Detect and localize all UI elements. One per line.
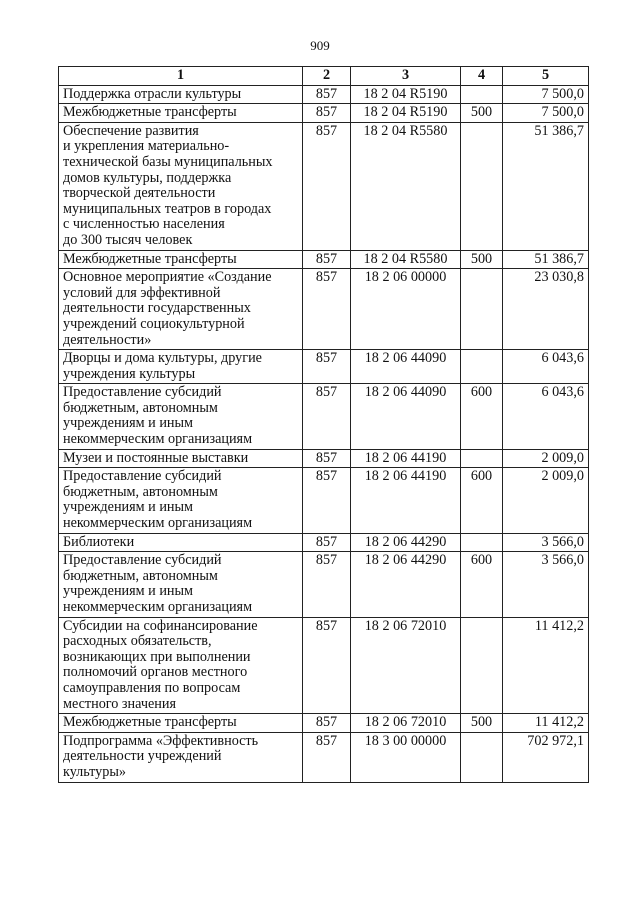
table-row [59,552,589,617]
row-name-cell: Предоставление субсидий бюджетным, автономным учреждениям и иным некоммерческим организациям [59,552,303,617]
ministry-code-cell: 857 [303,617,351,714]
table-body [59,85,589,782]
expense-type-cell [461,533,503,552]
ministry-code-cell: 857 [303,269,351,350]
table-row [59,122,589,250]
row-name-cell: Субсидии на софинансирование расходных обязательств, возникающих при выполнении полномочий органов местного самоуправления по вопросам местного значения [59,617,303,714]
expense-type-cell: 500 [461,714,503,733]
table-row [59,449,589,468]
amount-cell: 2 009,0 [503,449,589,468]
table-row [59,350,589,384]
column-header-2: 2 [303,67,351,86]
expense-type-cell: 600 [461,384,503,449]
program-code-cell: 18 2 06 44090 [351,384,461,449]
table-row [59,250,589,269]
table-row [59,269,589,350]
program-code-cell: 18 2 04 R5580 [351,122,461,250]
amount-cell: 51 386,7 [503,250,589,269]
program-code-cell: 18 2 06 72010 [351,617,461,714]
row-name-cell: Поддержка отрасли культуры [59,85,303,104]
table-row [59,384,589,449]
amount-cell: 11 412,2 [503,714,589,733]
row-name-cell: Предоставление субсидий бюджетным, автономным учреждениям и иным некоммерческим организациям [59,468,303,533]
budget-table [58,66,589,783]
ministry-code-cell: 857 [303,533,351,552]
program-code-cell: 18 2 04 R5580 [351,250,461,269]
row-name-cell: Музеи и постоянные выставки [59,449,303,468]
column-header-5: 5 [503,67,589,86]
ministry-code-cell: 857 [303,104,351,123]
row-name-cell: Межбюджетные трансферты [59,250,303,269]
amount-cell: 7 500,0 [503,85,589,104]
expense-type-cell [461,350,503,384]
amount-cell: 702 972,1 [503,732,589,782]
expense-type-cell: 600 [461,552,503,617]
amount-cell: 3 566,0 [503,533,589,552]
ministry-code-cell: 857 [303,384,351,449]
row-name-cell: Дворцы и дома культуры, другие учреждения культуры [59,350,303,384]
expense-type-cell [461,732,503,782]
expense-type-cell [461,122,503,250]
row-name-cell: Предоставление субсидий бюджетным, автономным учреждениям и иным некоммерческим организациям [59,384,303,449]
amount-cell: 51 386,7 [503,122,589,250]
ministry-code-cell: 857 [303,468,351,533]
amount-cell: 6 043,6 [503,350,589,384]
program-code-cell: 18 2 06 44090 [351,350,461,384]
table-row [59,617,589,714]
program-code-cell: 18 2 06 44290 [351,552,461,617]
amount-cell: 7 500,0 [503,104,589,123]
ministry-code-cell: 857 [303,714,351,733]
column-header-3: 3 [351,67,461,86]
ministry-code-cell: 857 [303,350,351,384]
page-number: 909 [310,38,330,53]
table-row [59,85,589,104]
row-name-cell: Библиотеки [59,533,303,552]
amount-cell: 6 043,6 [503,384,589,449]
program-code-cell: 18 2 06 72010 [351,714,461,733]
ministry-code-cell: 857 [303,732,351,782]
table-row [59,468,589,533]
table-row [59,732,589,782]
program-code-cell: 18 2 06 00000 [351,269,461,350]
row-name-cell: Межбюджетные трансферты [59,714,303,733]
table-header-row [59,67,589,86]
row-name-cell: Основное мероприятие «Создание условий для эффективной деятельности государственных учреждений социокультурной деятельности» [59,269,303,350]
expense-type-cell [461,85,503,104]
table-row [59,104,589,123]
program-code-cell: 18 2 06 44190 [351,449,461,468]
program-code-cell: 18 2 04 R5190 [351,104,461,123]
amount-cell: 11 412,2 [503,617,589,714]
row-name-cell: Подпрограмма «Эффективность деятельности учреждений культуры» [59,732,303,782]
program-code-cell: 18 2 06 44190 [351,468,461,533]
expense-type-cell: 500 [461,250,503,269]
ministry-code-cell: 857 [303,552,351,617]
ministry-code-cell: 857 [303,449,351,468]
program-code-cell: 18 2 06 44290 [351,533,461,552]
expense-type-cell [461,617,503,714]
expense-type-cell: 500 [461,104,503,123]
amount-cell: 3 566,0 [503,552,589,617]
expense-type-cell: 600 [461,468,503,533]
expense-type-cell [461,269,503,350]
column-header-4: 4 [461,67,503,86]
amount-cell: 23 030,8 [503,269,589,350]
row-name-cell: Обеспечение развития и укрепления материально- технической базы муниципальных домов культуры, поддержка творческой деятельности муниципальных театров в городах с численностью населения до 300 тысяч человек [59,122,303,250]
row-name-cell: Межбюджетные трансферты [59,104,303,123]
ministry-code-cell: 857 [303,122,351,250]
expense-type-cell [461,449,503,468]
table-row [59,533,589,552]
amount-cell: 2 009,0 [503,468,589,533]
program-code-cell: 18 2 04 R5190 [351,85,461,104]
ministry-code-cell: 857 [303,250,351,269]
column-header-1: 1 [59,67,303,86]
program-code-cell: 18 3 00 00000 [351,732,461,782]
table-row [59,714,589,733]
ministry-code-cell: 857 [303,85,351,104]
